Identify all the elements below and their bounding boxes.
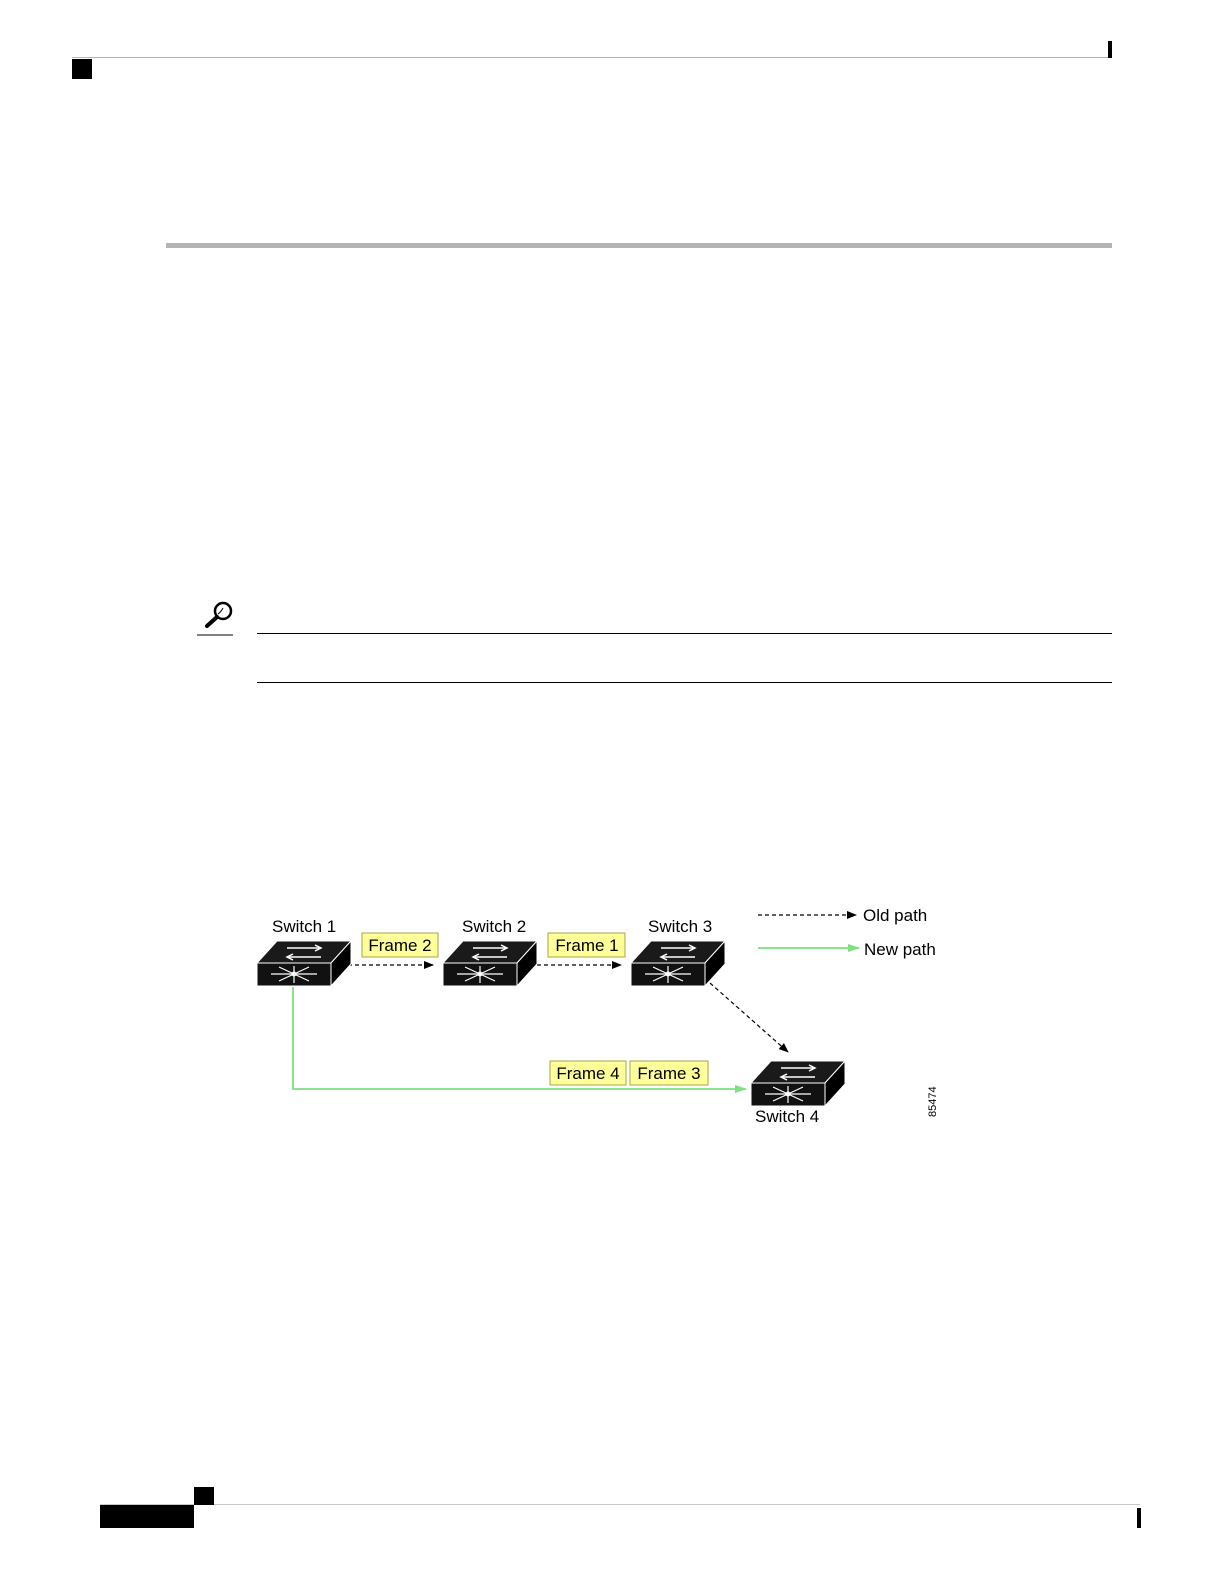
frame-3-label: Frame 3: [637, 1064, 701, 1083]
switch-3-icon: [631, 941, 725, 986]
tip-rule-top: [257, 633, 1112, 634]
header-rule: [72, 57, 1112, 58]
frame-1-label: Frame 1: [555, 936, 619, 955]
switch-2-icon: [443, 941, 537, 986]
switch-2-label: Switch 2: [462, 917, 527, 936]
footer-rule: [100, 1504, 1140, 1505]
header-corner-block: [72, 59, 92, 79]
old-path-segment-3: [710, 983, 788, 1052]
legend-new-path-label: New path: [864, 940, 936, 959]
frame-4-label: Frame 4: [556, 1064, 620, 1083]
footer-corner-block: [194, 1487, 214, 1505]
magnifier-tip-icon: [196, 598, 236, 638]
frame-2-label: Frame 2: [368, 936, 432, 955]
switch-3-label: Switch 3: [648, 917, 713, 936]
footer-page-tab: [100, 1505, 194, 1528]
switch-4-label: Switch 4: [755, 1107, 820, 1126]
header-marker: [1108, 41, 1112, 58]
figure-id: 85474: [927, 1086, 939, 1117]
switch-1-label: Switch 1: [272, 917, 337, 936]
footer-marker: [1137, 1508, 1141, 1528]
legend-old-path-label: Old path: [863, 906, 928, 925]
tip-rule-bottom: [257, 682, 1112, 683]
path-change-figure: [250, 895, 950, 1135]
network-diagram: [250, 895, 950, 1135]
switch-1-icon: [257, 941, 351, 986]
section-divider: [166, 243, 1112, 248]
switch-4-icon: [751, 1061, 845, 1106]
